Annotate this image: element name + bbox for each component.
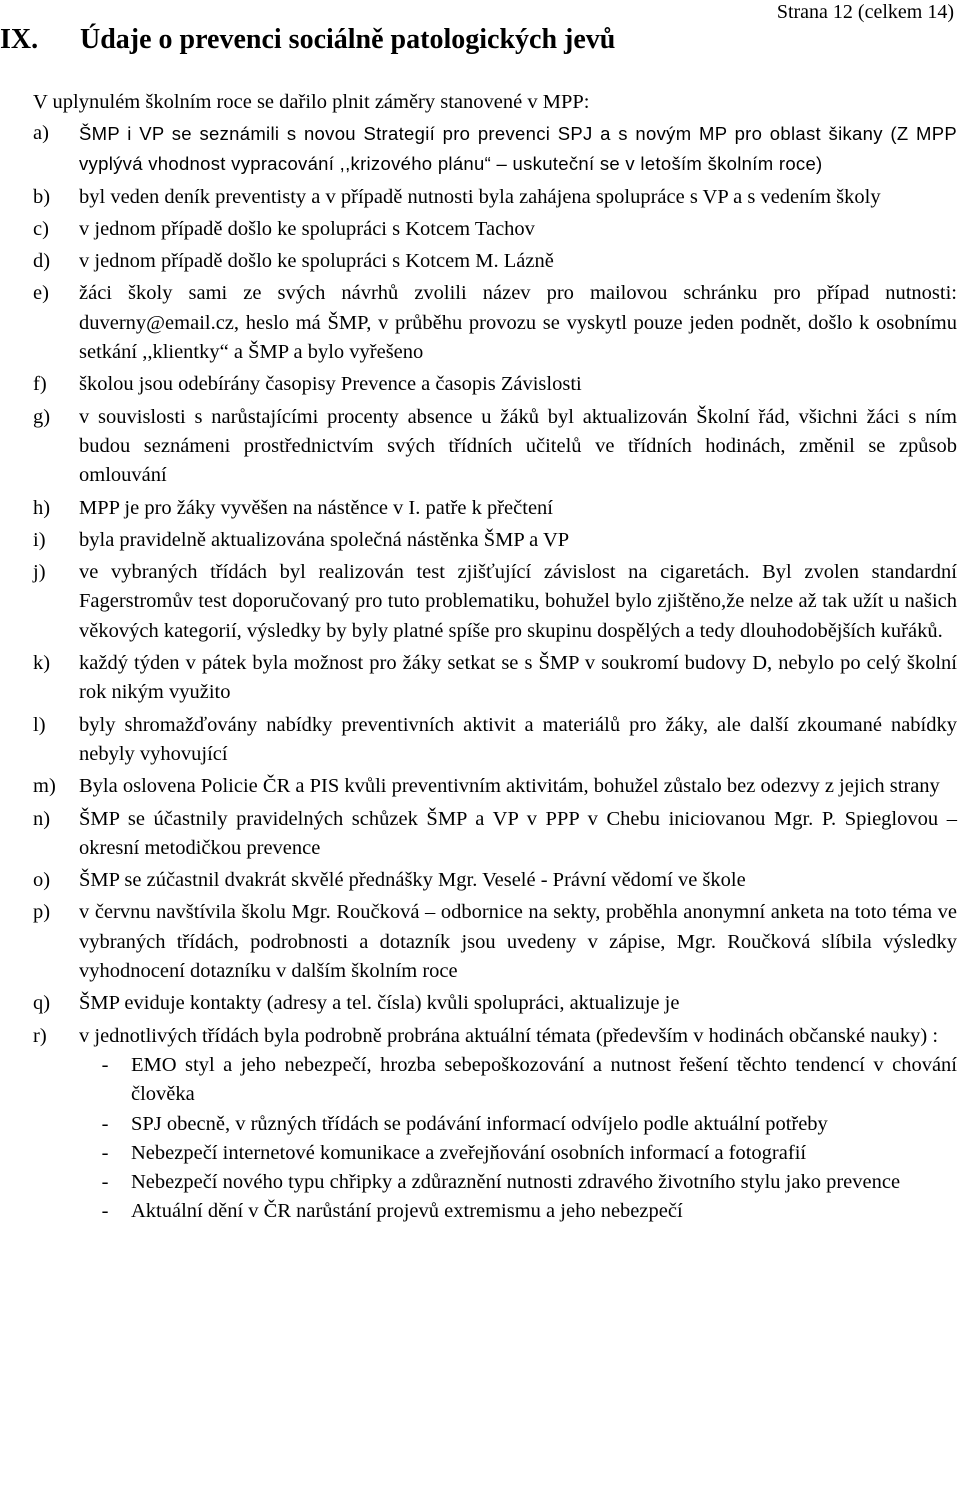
list-item-text-content: v souvislosti s narůstajícími procenty absence u žáků byl aktualizován Školní řád, všichni žáci s ním budou seznámeni prostřednictvím svých třídních učitelů ve třídních hodinách, změnil se způsob omlouvání: [79, 405, 957, 487]
list-item-text-content: byly shromažďovány nabídky preventivních aktivit a materiálů pro žáky, ale další zkoumané nabídky nebyly vyhovující: [79, 713, 957, 765]
sub-list-text: EMO styl a jeho nebezpečí, hrozba sebepoškozování a nutnost řešení těchto tendencí v chování člověka: [131, 1053, 957, 1106]
sub-list-item: [79, 1051, 957, 1110]
list-item-text: [79, 989, 957, 1018]
list-item-text-content: každý týden v pátek byla možnost pro žáky setkat se s ŠMP v soukromí budovy D, nebylo po celý školní rok nikým využito: [79, 652, 957, 704]
list-item-text: [79, 494, 957, 523]
list-item-label: c): [33, 217, 49, 240]
list-item: [33, 711, 957, 770]
list-item: [33, 866, 957, 895]
list-item-text: [79, 215, 957, 244]
list-item-label: i): [33, 528, 46, 551]
list-item-text: [79, 772, 957, 801]
list-item-text: [79, 403, 957, 491]
list-item-label: r): [33, 1024, 47, 1047]
sub-list-dash: -: [101, 1053, 109, 1076]
list-item-text-content: školou jsou odebírány časopisy Prevence a časopis Závislosti: [79, 373, 582, 396]
sub-list-text: Nebezpečí internetové komunikace a zveřejňování osobních informací a fotografií: [131, 1141, 807, 1164]
sub-list-text: SPJ obecně, v různých třídách se podávání informací odvíjelo podle aktuální potřeby: [131, 1112, 828, 1135]
list-item-text-content: žáci školy sami ze svých návrhů zvolili název pro mailovou schránku pro případ nutnosti: duverny@email.cz, heslo má ŠMP, v průběhu provozu se vyskytl pouze jeden podnět, došlo k osobnímu setkání ,,klientky“ a ŠMP a bylo vyřešeno: [79, 282, 957, 364]
sub-list-item: [79, 1139, 957, 1168]
list-item: [33, 403, 957, 491]
list-item: [33, 558, 957, 646]
list-item-text: [79, 247, 957, 276]
list-item-label: b): [33, 185, 51, 208]
list-item-text-content: v jednom případě došlo ke spolupráci s Kotcem M. Lázně: [79, 250, 554, 273]
section-heading: [0, 22, 615, 58]
list-item-label: o): [33, 869, 51, 892]
sub-list-dash: -: [101, 1112, 109, 1135]
sub-list-text: Aktuální dění v ČR narůstání projevů extremismu a jeho nebezpečí: [131, 1200, 683, 1223]
list-item: [33, 183, 957, 212]
list-item-text: [79, 898, 957, 986]
list-item: [33, 279, 957, 367]
list-item: [33, 370, 957, 399]
list-item: [33, 215, 957, 244]
list-item-text: [79, 183, 957, 212]
list-item-text: [79, 526, 957, 555]
list-item-label: q): [33, 992, 51, 1015]
list-item-text-content: v jednom případě došlo ke spolupráci s Kotcem Tachov: [79, 217, 535, 240]
sub-list-dash: -: [101, 1200, 109, 1223]
list-item-text: [79, 370, 957, 399]
list-item-label: h): [33, 496, 51, 519]
list-item-text-content: v červnu navštívila školu Mgr. Roučková – odbornice na sekty, proběhla anonymní anketa na toto téma ve vybraných třídách, podrobnosti a dotazník jsou uvedeny v zápise, Mgr. Roučková slíbila výsledky vyhodnocení dotazníku v dalším školním roce: [79, 901, 957, 983]
list-item: [33, 772, 957, 801]
page-number: Strana 12 (celkem 14): [776, 1, 954, 23]
list-item-label: f): [33, 373, 47, 396]
list-item-text: [79, 866, 957, 895]
list-item-text-content: ŠMP se zúčastnil dvakrát skvělé přednášky Mgr. Veselé - Právní vědomí ve škole: [79, 869, 746, 892]
section-number: IX.: [0, 24, 39, 55]
list-item-text-content: ŠMP eviduje kontakty (adresy a tel. čísla) kvůli spolupráci, aktualizuje je: [79, 992, 680, 1015]
list-item-text-content: ve vybraných třídách byl realizován test zjišťující závislost na cigaretách. Byl zvolen standardní Fagerstromův test doporučovaný pro tuto problematiku, bohužel bylo zjištěno,že nelze až tak užít u našich věkových kategorií, výsledky by byly platné spíše pro skupinu dospělých a tedy dlouhodobějších kuřáků.: [79, 561, 957, 642]
list-item: [33, 989, 957, 1018]
list-item-label: m): [33, 775, 56, 798]
item-list: [33, 119, 957, 1230]
sub-list-text: Nebezpečí nového typu chřipky a zdůraznění nutnosti zdravého životního stylu jako prevence: [131, 1171, 901, 1194]
list-item-label: d): [33, 250, 51, 273]
list-item-text: [79, 649, 957, 708]
list-item-text: [79, 119, 957, 180]
list-item: [33, 526, 957, 555]
section-title: Údaje o prevenci sociálně patologických jevů: [80, 24, 616, 55]
list-item-text: [79, 558, 957, 646]
list-item-label: a): [33, 122, 49, 144]
list-item-label: n): [33, 807, 51, 830]
list-item-text: [79, 711, 957, 770]
list-item-label: j): [33, 561, 46, 584]
list-item: [33, 649, 957, 708]
list-item: [33, 805, 957, 864]
list-item-text-content: v jednotlivých třídách byla podrobně probrána aktuální témata (především v hodinách občanské nauky) :: [79, 1024, 939, 1047]
list-item-text-content: byl veden deník preventisty a v případě nutnosti byla zahájena spolupráce s VP a s vedením školy: [79, 185, 881, 208]
list-item-text-content: Byla oslovena Policie ČR a PIS kvůli preventivním aktivitám, bohužel zůstalo bez odezvy z jejich strany: [79, 775, 940, 798]
list-item-text: [79, 1022, 957, 1227]
list-item-text-content: MPP je pro žáky vyvěšen na nástěnce v I. patře k přečtení: [79, 496, 553, 519]
list-item-text: [79, 279, 957, 367]
list-item-text: [79, 805, 957, 864]
list-item-text-content: ŠMP se účastnily pravidelných schůzek ŠMP a VP v PPP v Chebu iniciovanou Mgr. P. Spieglovou – okresní metodičkou prevence: [79, 807, 957, 859]
list-item-label: p): [33, 901, 51, 924]
list-item-label: k): [33, 652, 51, 675]
sub-list-dash: -: [101, 1171, 109, 1194]
list-item: [33, 119, 957, 180]
intro-paragraph: V uplynulém školním roce se dařilo plnit záměry stanovené v MPP:: [33, 91, 590, 113]
sub-list-item: [79, 1197, 957, 1226]
sub-list-item: [79, 1168, 957, 1197]
list-item: [33, 1022, 957, 1227]
sub-list: [79, 1051, 957, 1227]
list-item-text-content: ŠMP i VP se seznámili s novou Strategií pro prevenci SPJ a s novým MP pro oblast šikany (Z MPP vyplývá vhodnost vypracování ,,krizového plánu“ – uskuteční se v letoším školním roce): [79, 123, 957, 175]
sub-list-item: [79, 1110, 957, 1139]
list-item-label: e): [33, 282, 49, 305]
sub-list-dash: -: [101, 1141, 109, 1164]
list-item-text-content: byla pravidelně aktualizována společná nástěnka ŠMP a VP: [79, 528, 570, 551]
list-item: [33, 494, 957, 523]
list-item: [33, 247, 957, 276]
list-item-label: l): [33, 713, 46, 736]
list-item-label: g): [33, 405, 51, 428]
list-item: [33, 898, 957, 986]
